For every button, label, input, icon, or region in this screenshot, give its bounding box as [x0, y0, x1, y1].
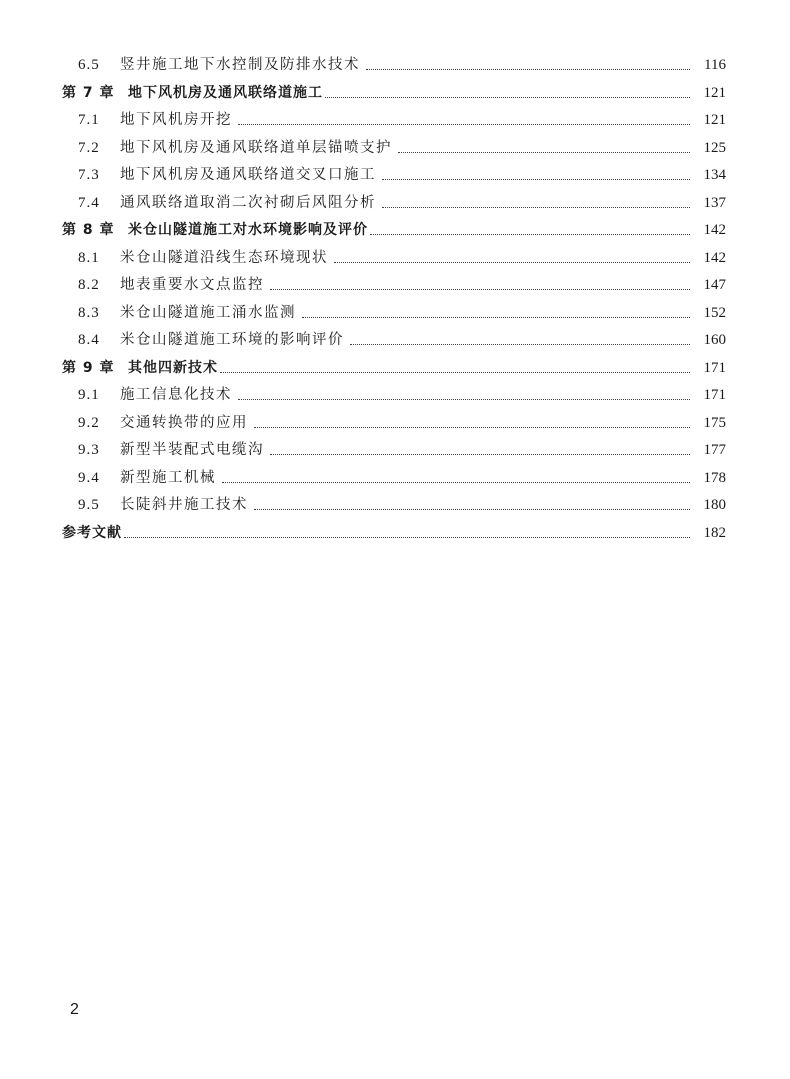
section-title: 长陡斜井施工技术	[120, 497, 248, 513]
page-number: 182	[703, 524, 726, 541]
dot-leader	[238, 399, 690, 400]
page-number: 137	[703, 194, 726, 211]
section-number: 8.2	[78, 277, 100, 293]
section-title: 地下风机房及通风联络道单层锚喷支护	[120, 139, 392, 156]
section-number: 9.3	[78, 442, 100, 458]
page-number: 134	[703, 167, 726, 183]
page-number: 175	[703, 414, 726, 431]
section-number: 7.3	[78, 167, 100, 183]
page-folio: 2	[70, 1001, 79, 1018]
chapter-title: 其他四新技术	[128, 359, 218, 376]
toc-entry-6-5[interactable]	[62, 52, 726, 80]
section-title: 米仓山隧道施工环境的影响评价	[120, 332, 344, 348]
dot-leader	[238, 124, 690, 125]
toc-entry-7-4[interactable]	[62, 190, 726, 218]
toc-entry-8-3[interactable]	[62, 300, 726, 328]
section-number: 9.2	[78, 414, 100, 431]
toc-entry-9-2[interactable]	[62, 410, 726, 438]
dot-leader	[124, 537, 690, 538]
section-number: 6.5	[78, 57, 100, 73]
section-number: 8.4	[78, 332, 100, 348]
page-number: 116	[704, 57, 726, 73]
section-number: 9.1	[78, 387, 100, 403]
toc-entry-9-4[interactable]	[62, 465, 726, 493]
toc-entry-8-4[interactable]	[62, 327, 726, 355]
dot-leader	[325, 97, 690, 98]
page-number: 160	[703, 332, 726, 348]
section-title: 通风联络道取消二次衬砌后风阻分析	[120, 194, 376, 211]
section-number: 8.1	[78, 249, 100, 266]
section-title: 新型半装配式电缆沟	[120, 442, 264, 458]
page-number: 121	[703, 112, 726, 128]
page-number: 142	[703, 249, 726, 266]
table-of-contents	[62, 52, 726, 547]
section-number: 9.4	[78, 469, 100, 486]
toc-entry-7-3[interactable]	[62, 162, 726, 190]
section-title: 交通转换带的应用	[120, 414, 248, 431]
section-title: 地下风机房开挖	[120, 112, 232, 128]
toc-entry-references[interactable]	[62, 520, 726, 548]
section-number: 7.4	[78, 194, 100, 211]
section-title: 地表重要水文点监控	[120, 277, 264, 293]
toc-entry-chapter-8[interactable]	[62, 217, 726, 245]
dot-leader	[334, 262, 690, 263]
dot-leader	[382, 207, 690, 208]
toc-entry-7-1[interactable]	[62, 107, 726, 135]
toc-entry-9-3[interactable]	[62, 437, 726, 465]
chapter-title: 米仓山隧道施工对水环境影响及评价	[128, 222, 368, 238]
toc-entry-8-2[interactable]	[62, 272, 726, 300]
dot-leader	[270, 289, 690, 290]
page-number: 142	[703, 222, 726, 238]
dot-leader	[254, 509, 690, 510]
dot-leader	[302, 317, 690, 318]
page-number: 121	[703, 84, 726, 101]
section-number: 9.5	[78, 497, 100, 513]
section-title: 地下风机房及通风联络道交叉口施工	[120, 167, 376, 183]
toc-entry-9-5[interactable]	[62, 492, 726, 520]
section-number: 7.2	[78, 139, 100, 156]
dot-leader	[220, 372, 690, 373]
dot-leader	[382, 179, 690, 180]
toc-entry-9-1[interactable]	[62, 382, 726, 410]
page-number: 171	[703, 359, 726, 376]
references-title: 参考文献	[62, 524, 122, 541]
section-title: 米仓山隧道施工涌水监测	[120, 304, 296, 321]
dot-leader	[350, 344, 690, 345]
dot-leader	[254, 427, 690, 428]
toc-entry-8-1[interactable]	[62, 245, 726, 273]
page-number: 171	[703, 387, 726, 403]
section-title: 施工信息化技术	[120, 387, 232, 403]
dot-leader	[222, 482, 690, 483]
section-number: 8.3	[78, 304, 100, 321]
page-number: 178	[703, 469, 726, 486]
dot-leader	[366, 69, 690, 70]
page-number: 125	[703, 139, 726, 156]
page-number: 152	[703, 304, 726, 321]
section-title: 竖井施工地下水控制及防排水技术	[120, 57, 360, 73]
toc-entry-chapter-7[interactable]	[62, 80, 726, 108]
section-title: 米仓山隧道沿线生态环境现状	[120, 249, 328, 266]
chapter-number: 第 8 章	[62, 222, 115, 238]
chapter-number: 第 9 章	[62, 359, 115, 376]
section-title: 新型施工机械	[120, 469, 216, 486]
dot-leader	[370, 234, 690, 235]
page-number: 147	[703, 277, 726, 293]
page-number: 180	[703, 497, 726, 513]
chapter-title: 地下风机房及通风联络道施工	[128, 84, 323, 101]
page-number: 177	[703, 442, 726, 458]
section-number: 7.1	[78, 112, 100, 128]
dot-leader	[398, 152, 690, 153]
toc-entry-7-2[interactable]	[62, 135, 726, 163]
toc-entry-chapter-9[interactable]	[62, 355, 726, 383]
dot-leader	[270, 454, 690, 455]
chapter-number: 第 7 章	[62, 84, 115, 101]
